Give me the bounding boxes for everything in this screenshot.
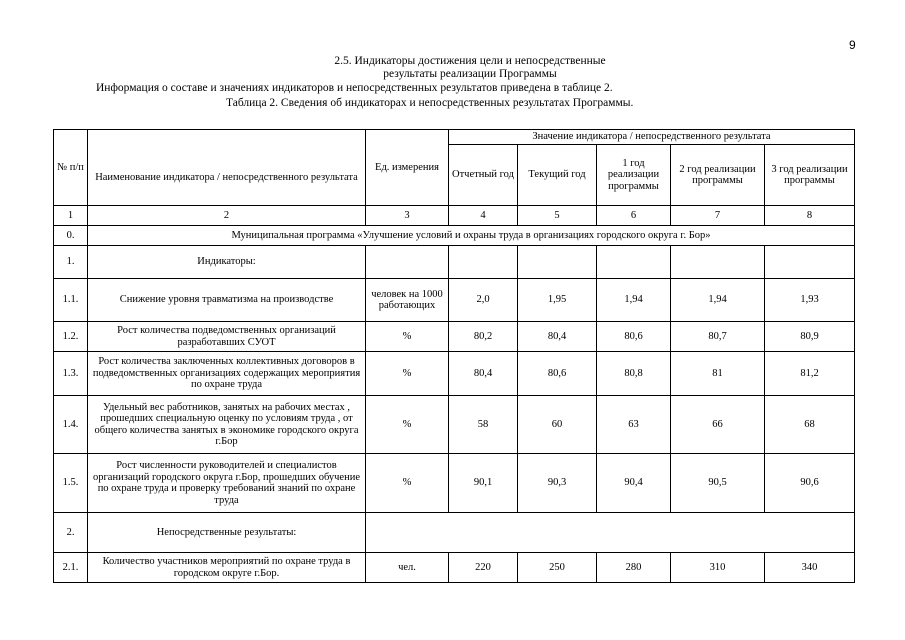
table-row <box>54 279 855 322</box>
row-unit: % <box>366 454 449 513</box>
row-value: 80,4 <box>449 352 518 396</box>
table-caption: Таблица 2. Сведения об индикаторах и непосредственных результатах Программы. <box>226 97 634 109</box>
row-value: 81 <box>671 352 765 396</box>
header-name: Наименование индикатора / непосредственного результата <box>88 130 366 206</box>
header-num: № п/п <box>54 130 88 206</box>
row-value: 90,1 <box>449 454 518 513</box>
row-value: 60 <box>518 396 597 454</box>
header-value-group: Значение индикатора / непосредственного результата <box>449 130 855 145</box>
row-value: 63 <box>597 396 671 454</box>
row-unit: человек на 1000 работающих <box>366 279 449 322</box>
row-name: Рост количества подведомственных организаций разработавших СУОТ <box>88 322 366 352</box>
row-num: 1.5. <box>54 454 88 513</box>
section-heading-cont: результаты реализации Программы <box>383 68 557 80</box>
empty-cell <box>671 246 765 279</box>
row-value: 250 <box>518 553 597 583</box>
column-number: 3 <box>366 206 449 226</box>
header-col4: Отчетный год <box>449 145 518 206</box>
row-unit: % <box>366 322 449 352</box>
empty-cell <box>366 246 449 279</box>
row-value: 80,6 <box>597 322 671 352</box>
row-value: 1,94 <box>671 279 765 322</box>
row-value: 1,93 <box>765 279 855 322</box>
row-num: 1. <box>54 246 88 279</box>
row-name: Снижение уровня травматизма на производстве <box>88 279 366 322</box>
row-value: 1,95 <box>518 279 597 322</box>
row-value: 68 <box>765 396 855 454</box>
column-number: 7 <box>671 206 765 226</box>
row-num: 1.3. <box>54 352 88 396</box>
table-row <box>54 553 855 583</box>
column-number: 2 <box>88 206 366 226</box>
column-number: 6 <box>597 206 671 226</box>
row-name: Рост количества заключенных коллективных договоров в подведомственных организациях содержащих мероприятия по охране труда <box>88 352 366 396</box>
empty-cell <box>597 246 671 279</box>
row-value: 80,6 <box>518 352 597 396</box>
header-col5: Текущий год <box>518 145 597 206</box>
row-value: 90,3 <box>518 454 597 513</box>
row-value: 80,9 <box>765 322 855 352</box>
header-col8: 3 год реализации программы <box>765 145 855 206</box>
row-value: 80,4 <box>518 322 597 352</box>
empty-cell <box>366 513 855 553</box>
row-value: 310 <box>671 553 765 583</box>
intro-paragraph: Информация о составе и значениях индикаторов и непосредственных результатов приведена в таблице 2. <box>96 82 613 94</box>
empty-cell <box>449 246 518 279</box>
row-value: 220 <box>449 553 518 583</box>
row-value: 80,2 <box>449 322 518 352</box>
row-name: Количество участников мероприятий по охране труда в городском округе г.Бор. <box>88 553 366 583</box>
header-col6: 1 год реализации программы <box>597 145 671 206</box>
row-value: 81,2 <box>765 352 855 396</box>
row-value: 90,6 <box>765 454 855 513</box>
empty-cell <box>518 246 597 279</box>
column-number-row <box>54 206 855 226</box>
header-row-1 <box>54 130 855 145</box>
row-num: 2.1. <box>54 553 88 583</box>
row-name: Рост численности руководителей и специалистов организаций городского округа г.Бор, прошедших обучение по охране труда и проверку требований знаний по охране труда <box>88 454 366 513</box>
row-value: 340 <box>765 553 855 583</box>
row-unit: % <box>366 396 449 454</box>
row-value: 1,94 <box>597 279 671 322</box>
row-value: 58 <box>449 396 518 454</box>
row-value: 90,4 <box>597 454 671 513</box>
row-value: 280 <box>597 553 671 583</box>
row-value: 2,0 <box>449 279 518 322</box>
program-title: Муниципальная программа «Улучшение условий и охраны труда в организациях городского округа г. Бор» <box>88 226 855 246</box>
results-section-row <box>54 513 855 553</box>
table-row <box>54 352 855 396</box>
header-col7: 2 год реализации программы <box>671 145 765 206</box>
row-num: 1.1. <box>54 279 88 322</box>
row-value: 66 <box>671 396 765 454</box>
table-row <box>54 396 855 454</box>
empty-cell <box>765 246 855 279</box>
indicators-section-row <box>54 246 855 279</box>
row-value: 90,5 <box>671 454 765 513</box>
table-row <box>54 454 855 513</box>
row-name: Удельный вес работников, занятых на рабочих местах , прошедших специальную оценку по условиям труда , от общего количества занятых в экономике городского округа г.Бор <box>88 396 366 454</box>
row-num: 1.2. <box>54 322 88 352</box>
section-title: Индикаторы: <box>88 246 366 279</box>
page-number: 9 <box>849 38 856 52</box>
header-unit: Ед. измерения <box>366 130 449 206</box>
section-heading: 2.5. Индикаторы достижения цели и непосредственные <box>334 55 606 67</box>
row-num: 0. <box>54 226 88 246</box>
column-number: 4 <box>449 206 518 226</box>
indicators-table <box>53 129 855 583</box>
row-num: 2. <box>54 513 88 553</box>
program-row <box>54 226 855 246</box>
row-value: 80,7 <box>671 322 765 352</box>
row-num: 1.4. <box>54 396 88 454</box>
row-unit: чел. <box>366 553 449 583</box>
column-number: 1 <box>54 206 88 226</box>
row-unit: % <box>366 352 449 396</box>
column-number: 5 <box>518 206 597 226</box>
column-number: 8 <box>765 206 855 226</box>
row-value: 80,8 <box>597 352 671 396</box>
table-row <box>54 322 855 352</box>
section-title: Непосредственные результаты: <box>88 513 366 553</box>
